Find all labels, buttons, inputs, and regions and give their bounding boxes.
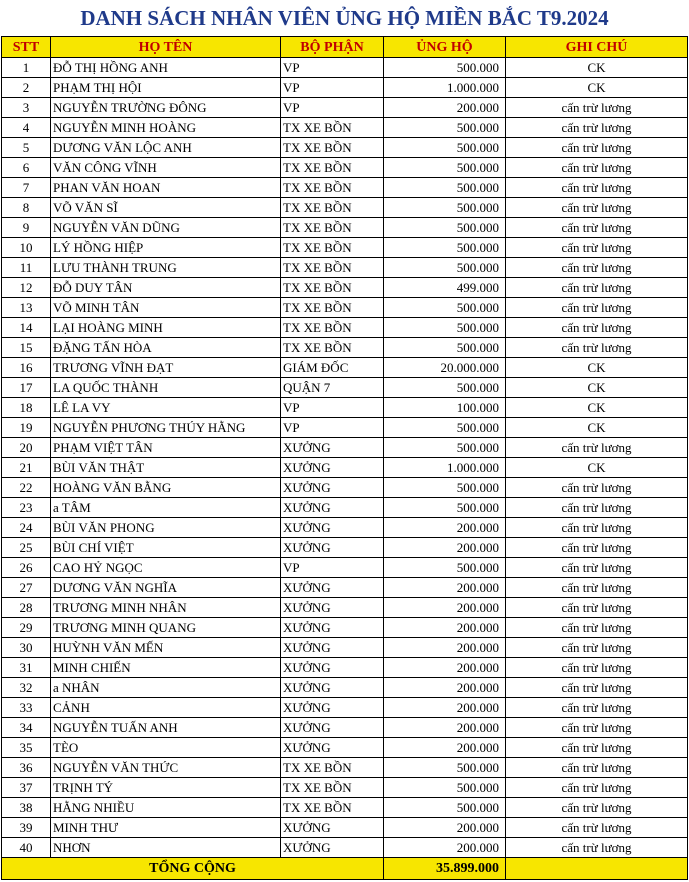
cell-name: BÙI CHÍ VIỆT — [51, 538, 281, 558]
cell-note: cấn trừ lương — [506, 838, 688, 858]
cell-name: TRƯƠNG VĨNH ĐẠT — [51, 358, 281, 378]
cell-dept: TX XE BỒN — [281, 798, 384, 818]
cell-name: NGUYỄN VĂN THỨC — [51, 758, 281, 778]
cell-note: cấn trừ lương — [506, 98, 688, 118]
cell-note: cấn trừ lương — [506, 338, 688, 358]
table-row — [2, 238, 688, 258]
table-row — [2, 298, 688, 318]
cell-stt: 23 — [2, 498, 51, 518]
cell-note: cấn trừ lương — [506, 598, 688, 618]
cell-amount: 500.000 — [384, 418, 506, 438]
cell-amount: 500.000 — [384, 298, 506, 318]
table-row — [2, 178, 688, 198]
cell-amount: 200.000 — [384, 718, 506, 738]
cell-stt: 25 — [2, 538, 51, 558]
cell-stt: 6 — [2, 158, 51, 178]
cell-name: a TÂM — [51, 498, 281, 518]
cell-amount: 500.000 — [384, 338, 506, 358]
cell-amount: 500.000 — [384, 778, 506, 798]
cell-dept: XƯỞNG — [281, 618, 384, 638]
cell-amount: 500.000 — [384, 258, 506, 278]
cell-stt: 38 — [2, 798, 51, 818]
cell-stt: 24 — [2, 518, 51, 538]
cell-name: LÝ HỒNG HIỆP — [51, 238, 281, 258]
cell-note: cấn trừ lương — [506, 178, 688, 198]
cell-amount: 1.000.000 — [384, 78, 506, 98]
table-row — [2, 418, 688, 438]
table-row — [2, 358, 688, 378]
cell-note: cấn trừ lương — [506, 258, 688, 278]
header-stt: STT — [2, 37, 51, 58]
cell-note: cấn trừ lương — [506, 318, 688, 338]
cell-stt: 32 — [2, 678, 51, 698]
cell-stt: 14 — [2, 318, 51, 338]
cell-stt: 4 — [2, 118, 51, 138]
cell-note: cấn trừ lương — [506, 158, 688, 178]
cell-note: cấn trừ lương — [506, 538, 688, 558]
cell-dept: TX XE BỒN — [281, 758, 384, 778]
cell-note: cấn trừ lương — [506, 138, 688, 158]
cell-name: HUỲNH VĂN MẾN — [51, 638, 281, 658]
cell-note: cấn trừ lương — [506, 778, 688, 798]
cell-dept: VP — [281, 398, 384, 418]
cell-name: NGUYỄN VĂN DŨNG — [51, 218, 281, 238]
cell-amount: 500.000 — [384, 58, 506, 78]
cell-dept: XƯỞNG — [281, 458, 384, 478]
cell-amount: 200.000 — [384, 618, 506, 638]
cell-name: LƯU THÀNH TRUNG — [51, 258, 281, 278]
cell-stt: 2 — [2, 78, 51, 98]
cell-note: cấn trừ lương — [506, 758, 688, 778]
cell-name: ĐỖ DUY TÂN — [51, 278, 281, 298]
cell-stt: 30 — [2, 638, 51, 658]
cell-stt: 8 — [2, 198, 51, 218]
cell-amount: 500.000 — [384, 178, 506, 198]
table-row — [2, 278, 688, 298]
cell-amount: 500.000 — [384, 218, 506, 238]
cell-amount: 500.000 — [384, 498, 506, 518]
table-row — [2, 438, 688, 458]
cell-dept: GIÁM ĐỐC — [281, 358, 384, 378]
cell-dept: TX XE BỒN — [281, 198, 384, 218]
cell-dept: XƯỞNG — [281, 838, 384, 858]
table-row — [2, 98, 688, 118]
cell-name: PHẠM THỊ HỘI — [51, 78, 281, 98]
cell-dept: XƯỞNG — [281, 818, 384, 838]
cell-amount: 200.000 — [384, 98, 506, 118]
cell-dept: XƯỞNG — [281, 678, 384, 698]
cell-name: TÈO — [51, 738, 281, 758]
cell-note: CK — [506, 398, 688, 418]
table-row — [2, 218, 688, 238]
cell-amount: 200.000 — [384, 658, 506, 678]
cell-dept: TX XE BỒN — [281, 298, 384, 318]
cell-name: MINH THƯ — [51, 818, 281, 838]
cell-amount: 200.000 — [384, 698, 506, 718]
cell-name: MINH CHIẾN — [51, 658, 281, 678]
cell-dept: TX XE BỒN — [281, 278, 384, 298]
cell-dept: VP — [281, 418, 384, 438]
table-row — [2, 618, 688, 638]
cell-name: NGUYỄN PHƯƠNG THÚY HẰNG — [51, 418, 281, 438]
cell-stt: 16 — [2, 358, 51, 378]
cell-stt: 36 — [2, 758, 51, 778]
table-row — [2, 638, 688, 658]
cell-name: TRƯƠNG MINH QUANG — [51, 618, 281, 638]
cell-amount: 500.000 — [384, 438, 506, 458]
cell-stt: 3 — [2, 98, 51, 118]
header-amount: ỦNG HỘ — [384, 37, 506, 58]
cell-stt: 9 — [2, 218, 51, 238]
cell-stt: 1 — [2, 58, 51, 78]
cell-dept: XƯỞNG — [281, 498, 384, 518]
table-row — [2, 458, 688, 478]
cell-amount: 499.000 — [384, 278, 506, 298]
cell-note: CK — [506, 458, 688, 478]
cell-dept: TX XE BỒN — [281, 318, 384, 338]
cell-dept: TX XE BỒN — [281, 158, 384, 178]
table-row — [2, 818, 688, 838]
total-amount: 35.899.000 — [384, 858, 506, 880]
cell-stt: 17 — [2, 378, 51, 398]
cell-name: HOÀNG VĂN BẰNG — [51, 478, 281, 498]
cell-stt: 29 — [2, 618, 51, 638]
cell-dept: XƯỞNG — [281, 518, 384, 538]
table-row — [2, 558, 688, 578]
cell-dept: TX XE BỒN — [281, 118, 384, 138]
cell-stt: 28 — [2, 598, 51, 618]
cell-stt: 33 — [2, 698, 51, 718]
table-row — [2, 538, 688, 558]
cell-amount: 20.000.000 — [384, 358, 506, 378]
cell-name: VÕ MINH TÂN — [51, 298, 281, 318]
cell-note: CK — [506, 78, 688, 98]
cell-dept: XƯỞNG — [281, 578, 384, 598]
cell-name: DƯƠNG VĂN NGHĨA — [51, 578, 281, 598]
cell-note: cấn trừ lương — [506, 238, 688, 258]
cell-note: cấn trừ lương — [506, 658, 688, 678]
cell-amount: 500.000 — [384, 138, 506, 158]
cell-name: TRỊNH TÝ — [51, 778, 281, 798]
cell-name: VÕ VĂN SĨ — [51, 198, 281, 218]
cell-amount: 200.000 — [384, 818, 506, 838]
cell-note: cấn trừ lương — [506, 278, 688, 298]
cell-amount: 100.000 — [384, 398, 506, 418]
cell-stt: 19 — [2, 418, 51, 438]
cell-stt: 15 — [2, 338, 51, 358]
table-row — [2, 398, 688, 418]
cell-amount: 500.000 — [384, 798, 506, 818]
cell-amount: 500.000 — [384, 758, 506, 778]
table-row — [2, 698, 688, 718]
cell-note: cấn trừ lương — [506, 678, 688, 698]
cell-amount: 500.000 — [384, 478, 506, 498]
header-note: GHI CHÚ — [506, 37, 688, 58]
cell-note: cấn trừ lương — [506, 798, 688, 818]
cell-dept: VP — [281, 78, 384, 98]
cell-dept: TX XE BỒN — [281, 218, 384, 238]
table-row — [2, 518, 688, 538]
header-row — [2, 37, 688, 58]
cell-stt: 10 — [2, 238, 51, 258]
cell-dept: XƯỞNG — [281, 638, 384, 658]
cell-note: cấn trừ lương — [506, 718, 688, 738]
cell-name: BÙI VĂN PHONG — [51, 518, 281, 538]
cell-amount: 500.000 — [384, 318, 506, 338]
cell-dept: TX XE BỒN — [281, 338, 384, 358]
table-row — [2, 778, 688, 798]
table-row — [2, 138, 688, 158]
cell-stt: 27 — [2, 578, 51, 598]
table-row — [2, 338, 688, 358]
cell-note: CK — [506, 418, 688, 438]
table-row — [2, 678, 688, 698]
table-row — [2, 378, 688, 398]
cell-note: cấn trừ lương — [506, 198, 688, 218]
cell-dept: TX XE BỒN — [281, 258, 384, 278]
cell-note: cấn trừ lương — [506, 518, 688, 538]
cell-stt: 34 — [2, 718, 51, 738]
cell-stt: 22 — [2, 478, 51, 498]
cell-name: NGUYỄN TUẤN ANH — [51, 718, 281, 738]
cell-note: cấn trừ lương — [506, 438, 688, 458]
cell-dept: XƯỞNG — [281, 598, 384, 618]
total-label: TỔNG CỘNG — [2, 858, 384, 880]
table-row — [2, 498, 688, 518]
cell-note: cấn trừ lương — [506, 558, 688, 578]
cell-name: PHAN VĂN HOAN — [51, 178, 281, 198]
cell-name: LÊ LA VY — [51, 398, 281, 418]
cell-note: cấn trừ lương — [506, 578, 688, 598]
cell-note: CK — [506, 358, 688, 378]
cell-stt: 40 — [2, 838, 51, 858]
cell-dept: XƯỞNG — [281, 738, 384, 758]
cell-name: ĐẶNG TẤN HÒA — [51, 338, 281, 358]
cell-note: cấn trừ lương — [506, 498, 688, 518]
cell-stt: 31 — [2, 658, 51, 678]
cell-amount: 200.000 — [384, 678, 506, 698]
cell-stt: 11 — [2, 258, 51, 278]
cell-stt: 21 — [2, 458, 51, 478]
table-row — [2, 578, 688, 598]
cell-dept: QUẬN 7 — [281, 378, 384, 398]
header-dept: BỘ PHẬN — [281, 37, 384, 58]
cell-amount: 200.000 — [384, 598, 506, 618]
cell-dept: XƯỞNG — [281, 538, 384, 558]
table-body — [2, 58, 688, 858]
cell-amount: 1.000.000 — [384, 458, 506, 478]
cell-amount: 200.000 — [384, 738, 506, 758]
cell-stt: 26 — [2, 558, 51, 578]
table-row — [2, 258, 688, 278]
table-row — [2, 118, 688, 138]
cell-amount: 500.000 — [384, 158, 506, 178]
cell-dept: TX XE BỒN — [281, 238, 384, 258]
cell-stt: 7 — [2, 178, 51, 198]
sheet-title: DANH SÁCH NHÂN VIÊN ỦNG HỘ MIỀN BẮC T9.2024 — [80, 6, 609, 30]
table-row — [2, 78, 688, 98]
cell-dept: TX XE BỒN — [281, 138, 384, 158]
total-row — [2, 858, 688, 880]
total-note-empty — [506, 858, 688, 880]
cell-note: CK — [506, 58, 688, 78]
cell-amount: 500.000 — [384, 558, 506, 578]
cell-amount: 500.000 — [384, 118, 506, 138]
cell-name: NHƠN — [51, 838, 281, 858]
table-row — [2, 58, 688, 78]
cell-dept: TX XE BỒN — [281, 178, 384, 198]
cell-amount: 500.000 — [384, 198, 506, 218]
cell-stt: 39 — [2, 818, 51, 838]
cell-note: cấn trừ lương — [506, 478, 688, 498]
cell-name: DƯƠNG VĂN LỘC ANH — [51, 138, 281, 158]
cell-name: LẠI HOÀNG MINH — [51, 318, 281, 338]
table-row — [2, 658, 688, 678]
cell-name: BÙI VĂN THẬT — [51, 458, 281, 478]
cell-amount: 200.000 — [384, 578, 506, 598]
cell-stt: 18 — [2, 398, 51, 418]
table-row — [2, 158, 688, 178]
cell-dept: XƯỞNG — [281, 658, 384, 678]
cell-amount: 200.000 — [384, 638, 506, 658]
table-row — [2, 478, 688, 498]
table-row — [2, 798, 688, 818]
cell-stt: 37 — [2, 778, 51, 798]
header-name: HỌ TÊN — [51, 37, 281, 58]
cell-note: cấn trừ lương — [506, 698, 688, 718]
donation-table — [1, 36, 688, 880]
cell-name: NGUYỄN TRƯỜNG ĐÔNG — [51, 98, 281, 118]
cell-name: VĂN CÔNG VĨNH — [51, 158, 281, 178]
cell-dept: XƯỞNG — [281, 438, 384, 458]
cell-amount: 200.000 — [384, 538, 506, 558]
cell-dept: VP — [281, 98, 384, 118]
cell-stt: 12 — [2, 278, 51, 298]
cell-name: CAO HỶ NGỌC — [51, 558, 281, 578]
table-row — [2, 318, 688, 338]
table-row — [2, 198, 688, 218]
cell-amount: 200.000 — [384, 838, 506, 858]
cell-dept: XƯỞNG — [281, 698, 384, 718]
cell-note: cấn trừ lương — [506, 218, 688, 238]
cell-note: cấn trừ lương — [506, 638, 688, 658]
cell-note: cấn trừ lương — [506, 738, 688, 758]
cell-name: TRƯƠNG MINH NHÂN — [51, 598, 281, 618]
table-row — [2, 738, 688, 758]
cell-dept: VP — [281, 558, 384, 578]
cell-stt: 5 — [2, 138, 51, 158]
cell-name: LA QUỐC THÀNH — [51, 378, 281, 398]
cell-name: a NHÂN — [51, 678, 281, 698]
cell-dept: XƯỞNG — [281, 478, 384, 498]
cell-name: ĐỖ THỊ HỒNG ANH — [51, 58, 281, 78]
cell-note: CK — [506, 378, 688, 398]
cell-stt: 13 — [2, 298, 51, 318]
table-row — [2, 758, 688, 778]
cell-name: PHẠM VIỆT TÂN — [51, 438, 281, 458]
cell-note: cấn trừ lương — [506, 298, 688, 318]
cell-name: HẰNG NHIỀU — [51, 798, 281, 818]
cell-name: NGUYỄN MINH HOÀNG — [51, 118, 281, 138]
cell-note: cấn trừ lương — [506, 118, 688, 138]
table-row — [2, 718, 688, 738]
cell-amount: 200.000 — [384, 518, 506, 538]
cell-dept: VP — [281, 58, 384, 78]
cell-name: CẢNH — [51, 698, 281, 718]
cell-stt: 20 — [2, 438, 51, 458]
table-row — [2, 598, 688, 618]
cell-stt: 35 — [2, 738, 51, 758]
cell-dept: XƯỞNG — [281, 718, 384, 738]
cell-amount: 500.000 — [384, 238, 506, 258]
table-row — [2, 838, 688, 858]
cell-amount: 500.000 — [384, 378, 506, 398]
cell-note: cấn trừ lương — [506, 818, 688, 838]
cell-note: cấn trừ lương — [506, 618, 688, 638]
cell-dept: TX XE BỒN — [281, 778, 384, 798]
